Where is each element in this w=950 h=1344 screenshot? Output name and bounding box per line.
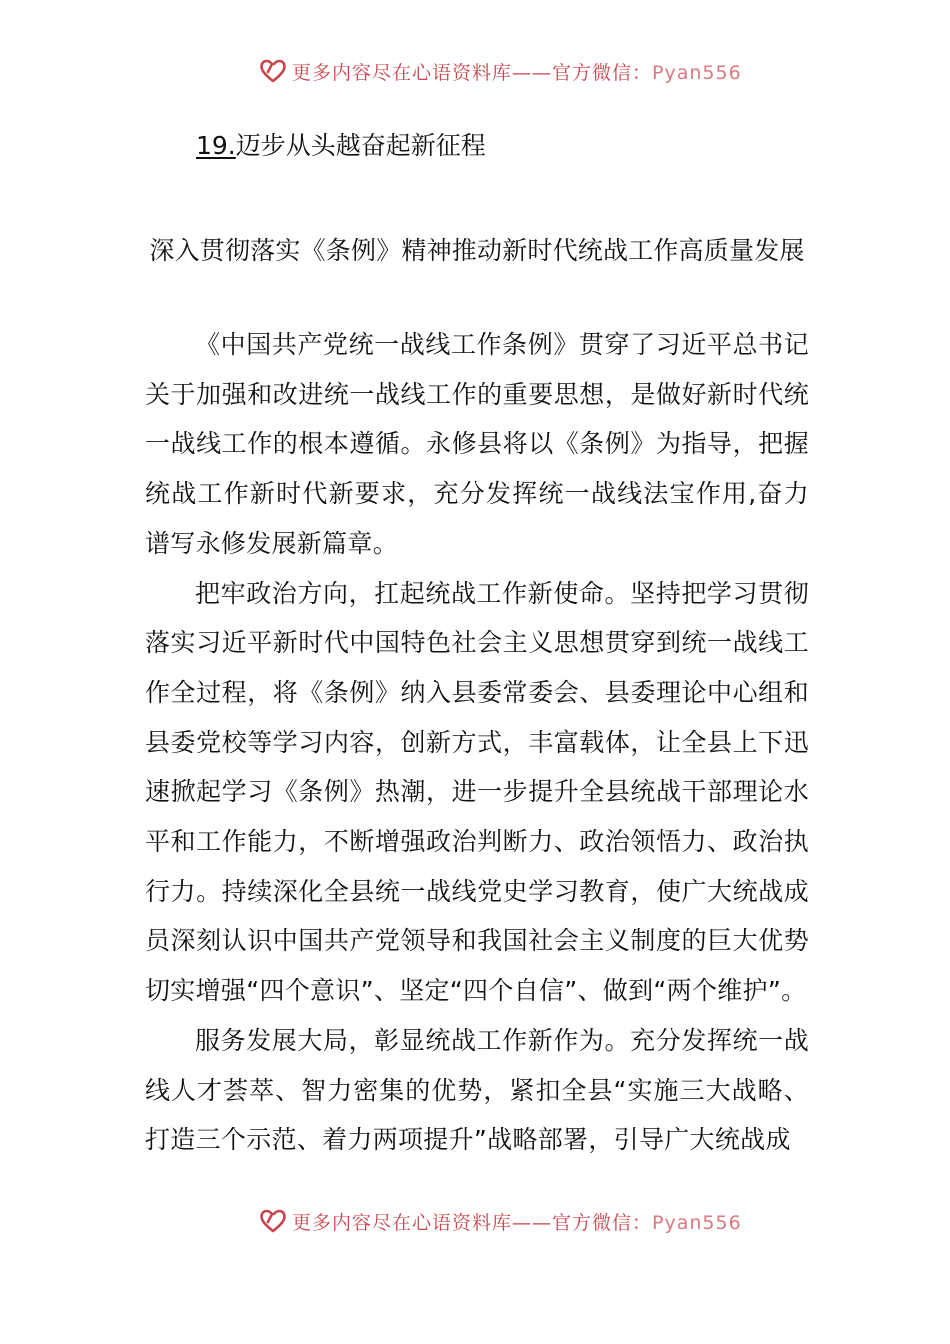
- section-heading-text: 迈步从头越奋起新征程: [235, 131, 486, 160]
- heart-logo-icon: [258, 1208, 288, 1234]
- section-number: 19.: [196, 131, 236, 160]
- paragraph-political-direction: 把牢政治方向，扛起统战工作新使命。坚持把学习贯彻落实习近平新时代中国特色社会主义思想贯穿到统一战线工作全过程，将《条例》纳入县委常委会、县委理论中心组和县委党校等学习内容，创新方式，丰富载体，让全县上下迅速掀起学习《条例》热潮，进一步提升全县统战干部理论水平和工作能力，不断增强政治判断力、政治领悟力、政治执行力。持续深化全县统一战线党史学习教育，使广大统战成员深刻认识中国共产党领导和我国社会主义制度的巨大优势切实增强“四个意识”、坚定“四个自信”、做到“两个维护”。: [145, 578, 809, 1006]
- watermark-text: 更多内容尽在心语资料库——官方微信：Pyan556: [292, 1211, 742, 1234]
- article-body: [145, 320, 809, 1165]
- article-title: 深入贯彻落实《条例》精神推动新时代统战工作高质量发展: [149, 236, 805, 265]
- watermark-header: [258, 58, 742, 84]
- paragraph-intro: 《中国共产党统一战线工作条例》贯穿了习近平总书记关于加强和改进统一战线工作的重要思想，是做好新时代统一战线工作的根本遵循。永修县将以《条例》为指导，把握统战工作新时代新要求，充分发挥统一战线法宝作用,奋力谱写永修发展新篇章。: [145, 330, 809, 558]
- watermark-text: 更多内容尽在心语资料库——官方微信：Pyan556: [292, 61, 742, 84]
- section-heading: [196, 128, 486, 164]
- paragraph-serve-development: 服务发展大局，彰显统战工作新作为。充分发挥统一战线人才荟萃、智力密集的优势，紧扣全县“实施三大战略、打造三个示范、着力两项提升”战略部署，引导广大统战成: [145, 1025, 809, 1155]
- heart-logo-icon: [258, 58, 288, 84]
- watermark-footer: [258, 1208, 742, 1234]
